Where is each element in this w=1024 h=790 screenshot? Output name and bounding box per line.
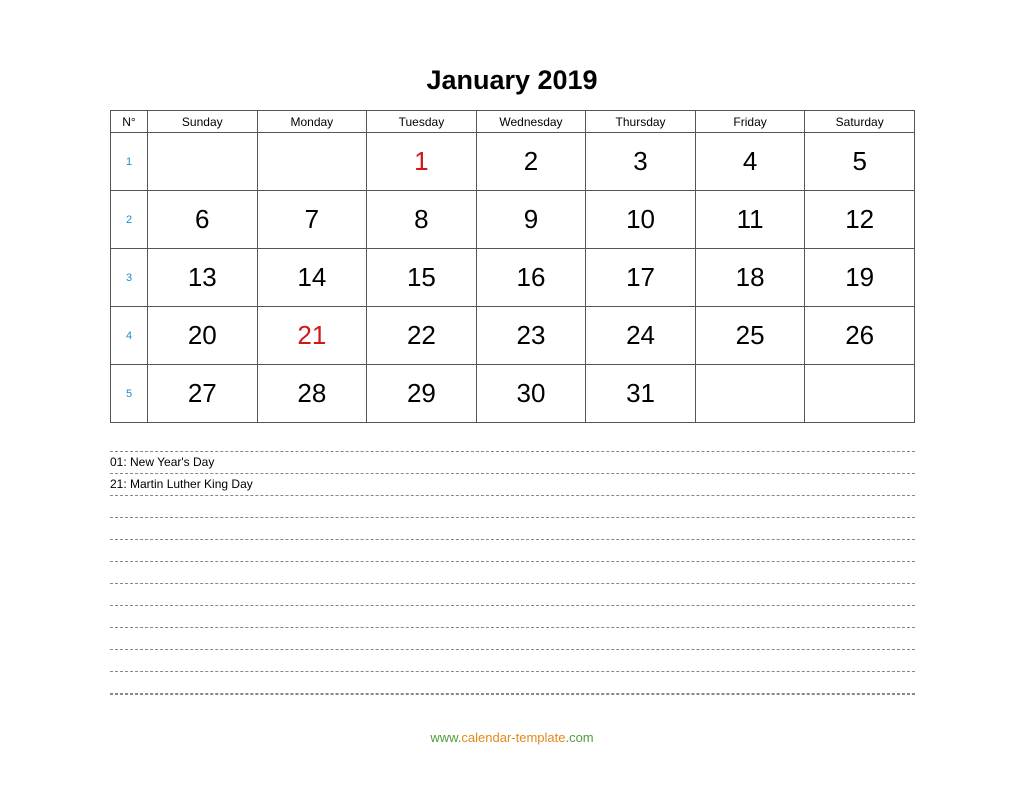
note-line (110, 539, 915, 561)
day-cell: 31 (586, 365, 696, 423)
note-line (110, 583, 915, 605)
day-cell: 11 (695, 191, 805, 249)
day-cell: 6 (148, 191, 258, 249)
day-cell (695, 365, 805, 423)
day-cell: 18 (695, 249, 805, 307)
weekday-header-friday: Friday (695, 111, 805, 133)
weekday-header-tuesday: Tuesday (367, 111, 477, 133)
day-cell: 16 (476, 249, 586, 307)
week-number: 3 (111, 249, 148, 307)
day-cell: 10 (586, 191, 696, 249)
note-line (110, 605, 915, 627)
day-cell: 4 (695, 133, 805, 191)
calendar-title: January 2019 (426, 65, 598, 95)
day-cell: 22 (367, 307, 477, 365)
note-line (110, 561, 915, 583)
weekday-header-saturday: Saturday (805, 111, 915, 133)
day-cell: 15 (367, 249, 477, 307)
week-row (111, 191, 915, 249)
day-cell: 8 (367, 191, 477, 249)
day-cell: 13 (148, 249, 258, 307)
day-cell: 23 (476, 307, 586, 365)
weekday-header-sunday: Sunday (148, 111, 258, 133)
note-line (110, 671, 915, 693)
week-row (111, 249, 915, 307)
week-row (111, 365, 915, 423)
note-line (110, 517, 915, 539)
note-line: 01: New Year's Day (110, 451, 915, 473)
week-number-header: N° (111, 111, 148, 133)
day-cell: 2 (476, 133, 586, 191)
calendar-grid (110, 110, 915, 423)
notes-section (110, 451, 915, 695)
weekday-header-row (111, 111, 915, 133)
note-divider (110, 693, 915, 695)
day-cell: 7 (257, 191, 367, 249)
note-line (110, 495, 915, 517)
week-number: 2 (111, 191, 148, 249)
day-cell-holiday: 1 (367, 133, 477, 191)
note-line (110, 649, 915, 671)
footer-link[interactable] (0, 730, 1024, 745)
week-row (111, 307, 915, 365)
day-cell: 24 (586, 307, 696, 365)
week-number: 5 (111, 365, 148, 423)
weekday-header-monday: Monday (257, 111, 367, 133)
footer-domain: calendar-template (461, 730, 566, 745)
day-cell: 12 (805, 191, 915, 249)
day-cell: 29 (367, 365, 477, 423)
footer-suffix: .com (565, 730, 594, 745)
day-cell: 5 (805, 133, 915, 191)
day-cell: 3 (586, 133, 696, 191)
day-cell: 30 (476, 365, 586, 423)
week-row (111, 133, 915, 191)
day-cell-holiday: 21 (257, 307, 367, 365)
weekday-header-thursday: Thursday (586, 111, 696, 133)
day-cell: 28 (257, 365, 367, 423)
day-cell (805, 365, 915, 423)
day-cell: 9 (476, 191, 586, 249)
weekday-header-wednesday: Wednesday (476, 111, 586, 133)
day-cell: 25 (695, 307, 805, 365)
day-cell: 14 (257, 249, 367, 307)
day-cell: 19 (805, 249, 915, 307)
week-number: 1 (111, 133, 148, 191)
day-cell: 27 (148, 365, 258, 423)
day-cell (148, 133, 258, 191)
footer-prefix: www. (430, 730, 462, 745)
note-line (110, 627, 915, 649)
day-cell: 20 (148, 307, 258, 365)
note-line: 21: Martin Luther King Day (110, 473, 915, 495)
day-cell: 26 (805, 307, 915, 365)
week-number: 4 (111, 307, 148, 365)
day-cell: 17 (586, 249, 696, 307)
day-cell (257, 133, 367, 191)
